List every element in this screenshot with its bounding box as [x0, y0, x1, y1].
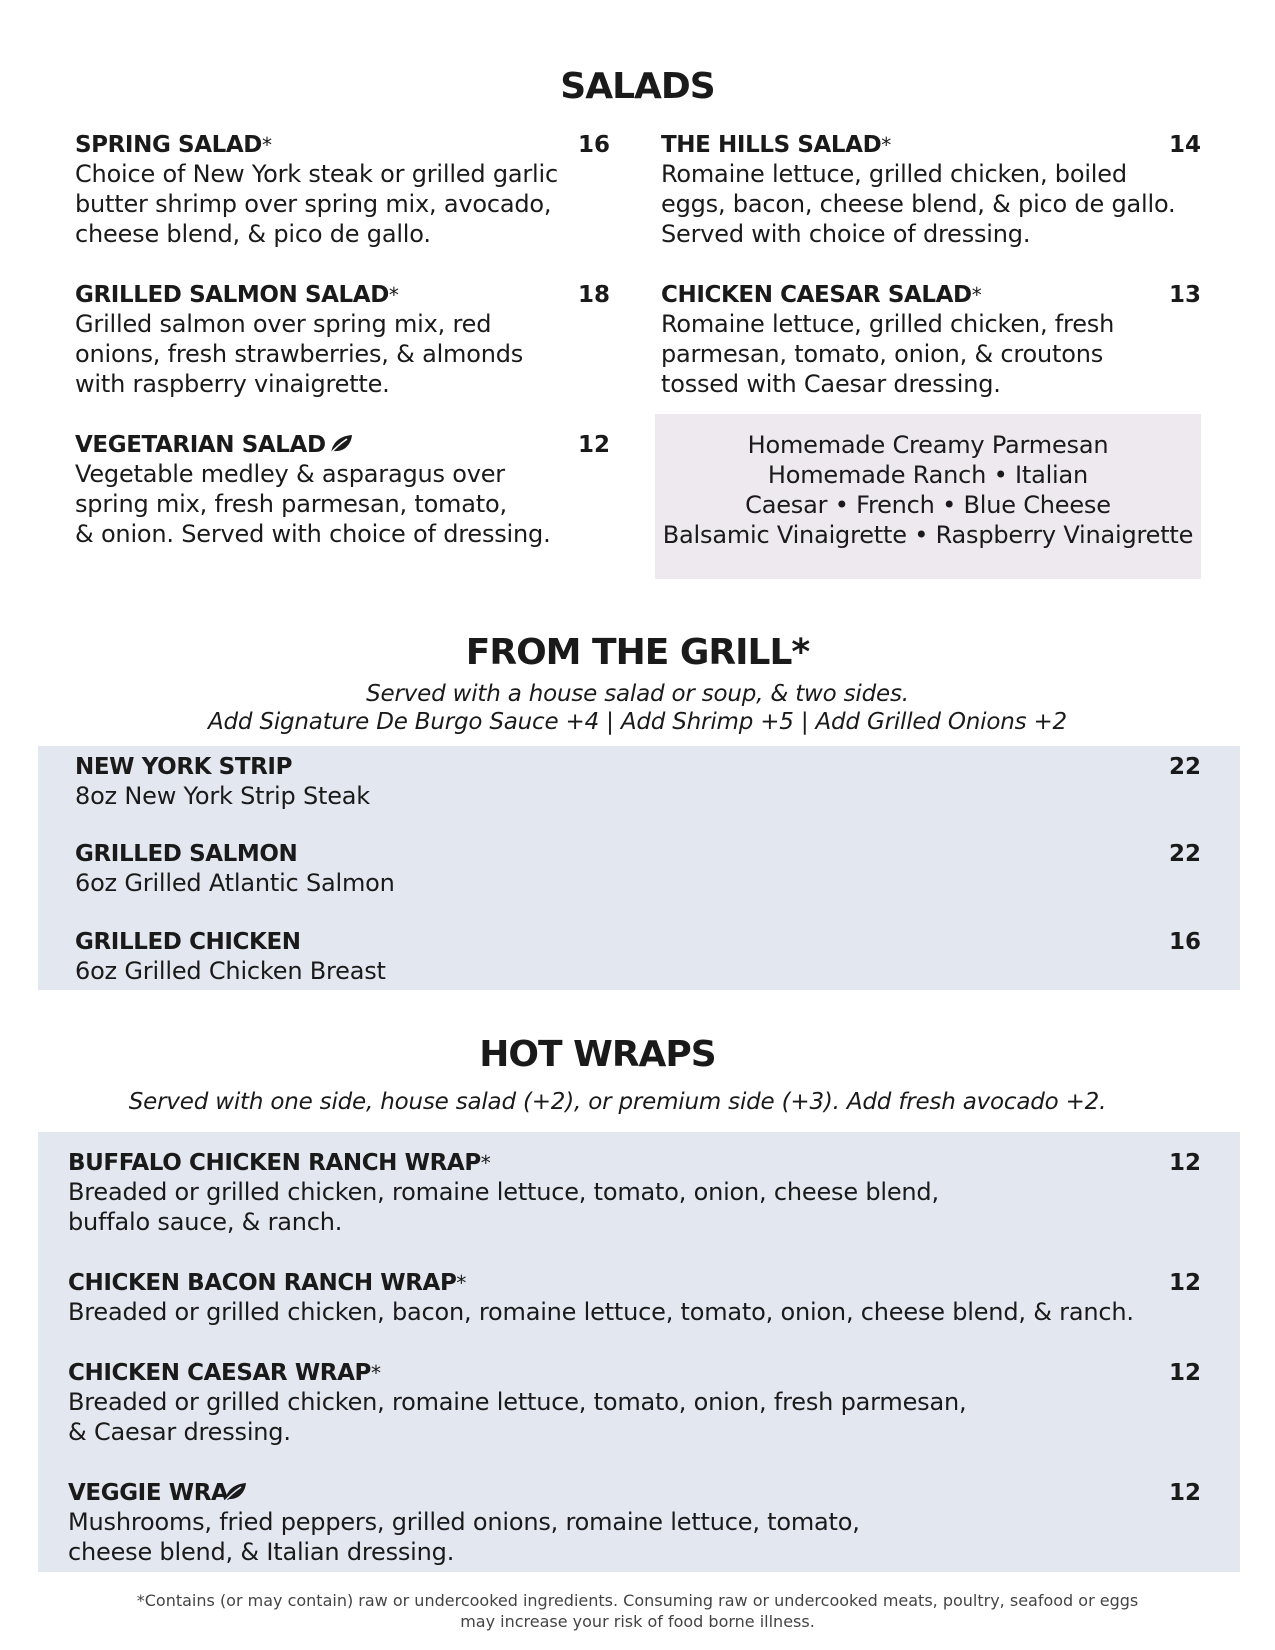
- menu-item-chicken-caesar-wrap: [68, 1360, 1201, 1447]
- item-price: 22: [1168, 841, 1201, 867]
- dressing-options-box: [655, 414, 1201, 579]
- item-price: 13: [1168, 282, 1201, 308]
- wraps-title: HOT WRAPS: [479, 1034, 716, 1075]
- leaf-icon: [222, 1481, 248, 1503]
- raw-warning-mark: *: [370, 1361, 381, 1385]
- menu-item-grilled-salmon-salad: [75, 282, 610, 399]
- item-description: Romaine lettuce, grilled chicken, boiled eggs, bacon, cheese blend, & pico de gallo. Served with choice of dressing.: [661, 160, 1176, 248]
- menu-item-hills-salad: [661, 132, 1201, 249]
- wraps-subtitle: Served with one side, house salad (+2), or premium side (+3). Add fresh avocado +2.: [128, 1089, 1107, 1115]
- item-description: Vegetable medley & asparagus over spring mix, fresh parmesan, tomato, & onion. Served with choice of dressing.: [75, 460, 551, 548]
- menu-item-new-york-strip: [75, 754, 1201, 811]
- item-description: 6oz Grilled Atlantic Salmon: [75, 869, 395, 897]
- raw-food-disclaimer: [0, 1590, 1275, 1632]
- raw-warning-mark: *: [261, 133, 272, 157]
- salads-title: SALADS: [560, 66, 715, 107]
- raw-warning-mark: *: [881, 133, 891, 157]
- leaf-icon: [328, 433, 354, 455]
- disclaimer-line-1: *Contains (or may contain) raw or undercooked ingredients. Consuming raw or undercooked meats, poultry, seafood or eggs: [136, 1591, 1139, 1610]
- item-description: Breaded or grilled chicken, romaine lettuce, tomato, onion, fresh parmesan, & Caesar dressing.: [68, 1388, 967, 1446]
- item-name: GRILLED SALMON: [75, 841, 298, 867]
- item-description: 6oz Grilled Chicken Breast: [75, 957, 386, 985]
- item-name: CHICKEN CAESAR WRAP: [68, 1360, 371, 1386]
- dressing-line: Homemade Creamy Parmesan: [747, 431, 1109, 459]
- item-name: THE HILLS SALAD: [661, 132, 882, 158]
- menu-item-vegetarian-salad: [75, 432, 610, 549]
- item-name: GRILLED CHICKEN: [75, 929, 301, 955]
- item-description: Choice of New York steak or grilled garlic butter shrimp over spring mix, avocado, cheese blend, & pico de gallo.: [75, 160, 558, 248]
- item-price: 12: [1168, 1150, 1201, 1176]
- menu-item-buffalo-chicken-ranch-wrap: [68, 1150, 1201, 1237]
- item-name: VEGGIE WRA: [68, 1480, 229, 1506]
- grill-subtitle-1: Served with a house salad or soup, & two sides.: [366, 681, 909, 707]
- item-price: 12: [1168, 1270, 1201, 1296]
- item-price: 12: [577, 432, 610, 458]
- item-name: BUFFALO CHICKEN RANCH WRAP: [68, 1150, 481, 1176]
- menu-item-veggie-wrap: [68, 1480, 1201, 1567]
- item-name: SPRING SALAD: [75, 132, 262, 158]
- item-description: Breaded or grilled chicken, romaine lettuce, tomato, onion, cheese blend, buffalo sauce, & ranch.: [68, 1178, 939, 1236]
- raw-warning-mark: *: [971, 283, 982, 307]
- item-description: Breaded or grilled chicken, bacon, romaine lettuce, tomato, onion, cheese blend, & ranch.: [68, 1298, 1134, 1326]
- menu-item-chicken-caesar-salad: [661, 282, 1201, 399]
- dressing-line: Balsamic Vinaigrette • Raspberry Vinaigrette: [662, 521, 1194, 549]
- item-description: 8oz New York Strip Steak: [75, 782, 370, 810]
- item-price: 16: [577, 132, 610, 158]
- item-price: 14: [1168, 132, 1201, 158]
- grill-title: FROM THE GRILL*: [465, 632, 810, 673]
- item-name: NEW YORK STRIP: [75, 754, 293, 780]
- item-price: 12: [1168, 1480, 1201, 1506]
- item-name: GRILLED SALMON SALAD: [75, 282, 389, 308]
- menu-item-spring-salad: [75, 132, 610, 249]
- item-description: Romaine lettuce, grilled chicken, fresh parmesan, tomato, onion, & croutons tossed with Caesar dressing.: [661, 310, 1115, 398]
- raw-warning-mark: *: [388, 283, 399, 307]
- menu-item-grilled-salmon: [75, 841, 1201, 898]
- item-name: VEGETARIAN SALAD: [75, 432, 326, 458]
- item-price: 22: [1168, 754, 1201, 780]
- item-price: 16: [1168, 929, 1201, 955]
- item-name: CHICKEN CAESAR SALAD: [661, 282, 972, 308]
- item-description: Grilled salmon over spring mix, red onions, fresh strawberries, & almonds with raspberry vinaigrette.: [75, 310, 524, 398]
- raw-warning-mark: *: [456, 1271, 467, 1295]
- menu-item-grilled-chicken: [75, 929, 1201, 986]
- disclaimer-line-2: may increase your risk of food borne illness.: [460, 1612, 815, 1631]
- menu-item-chicken-bacon-ranch-wrap: [68, 1270, 1201, 1327]
- item-description: Mushrooms, fried peppers, grilled onions, romaine lettuce, tomato, cheese blend, & Italian dressing.: [68, 1508, 860, 1566]
- grill-subtitle-2: Add Signature De Burgo Sauce +4 | Add Shrimp +5 | Add Grilled Onions +2: [208, 709, 1067, 735]
- item-name: CHICKEN BACON RANCH WRAP: [68, 1270, 457, 1296]
- item-price: 12: [1168, 1360, 1201, 1386]
- raw-warning-mark: *: [480, 1151, 491, 1175]
- item-price: 18: [577, 282, 610, 308]
- dressing-line: Caesar • French • Blue Cheese: [745, 491, 1111, 519]
- dressing-line: Homemade Ranch • Italian: [767, 461, 1089, 489]
